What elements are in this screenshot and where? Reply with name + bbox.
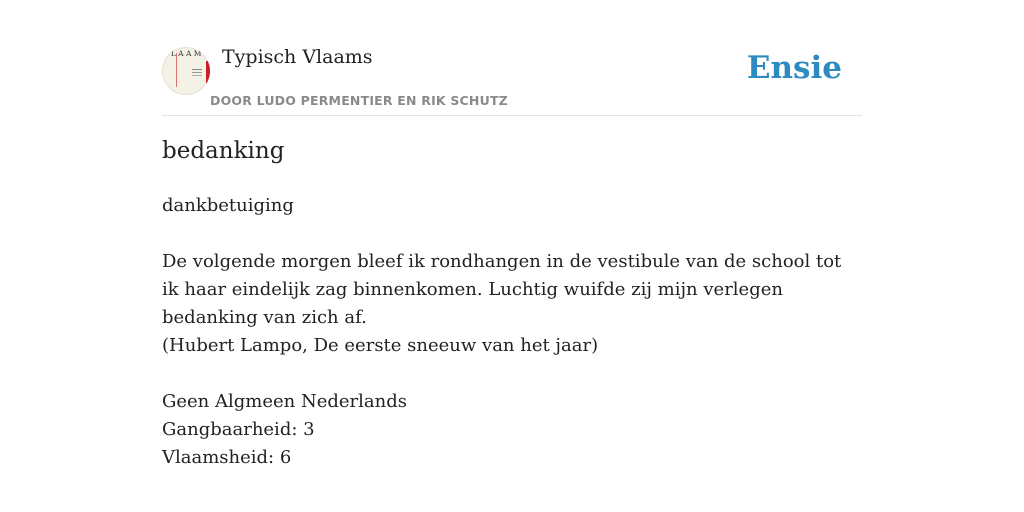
avatar-decoration-lines	[192, 69, 202, 70]
spacer	[162, 360, 862, 388]
byline: DOOR LUDO PERMENTIER EN RIK SCHUTZ	[210, 93, 508, 108]
entry-definition: dankbetuiging	[162, 195, 294, 216]
entry-status: Geen Algmeen Nederlands	[162, 391, 407, 412]
entry-gangbaarheid: Gangbaarheid: 3	[162, 419, 315, 440]
header	[162, 40, 862, 116]
avatar-logo-text: V L A A M S	[163, 49, 209, 58]
entry-title: bedanking	[162, 138, 285, 164]
entry-vlaamsheid: Vlaamsheid: 6	[162, 447, 292, 468]
avatar-decoration	[176, 53, 177, 87]
avatar-red-bar	[206, 61, 210, 83]
brand-logo[interactable]: Ensie	[746, 50, 842, 86]
entry-example: De volgende morgen bleef ik rondhangen in de vestibule van de school tot ik haar eindelijk zag binnenkomen. Luchtig wuifde zij mijn verlegen bedanking van zich af.	[162, 251, 842, 328]
entry-example-source: (Hubert Lampo, De eerste sneeuw van het jaar)	[162, 335, 599, 356]
entry-body	[162, 192, 862, 472]
blog-title[interactable]: Typisch Vlaams	[222, 46, 373, 68]
avatar[interactable]	[162, 47, 210, 95]
spacer	[162, 220, 862, 248]
